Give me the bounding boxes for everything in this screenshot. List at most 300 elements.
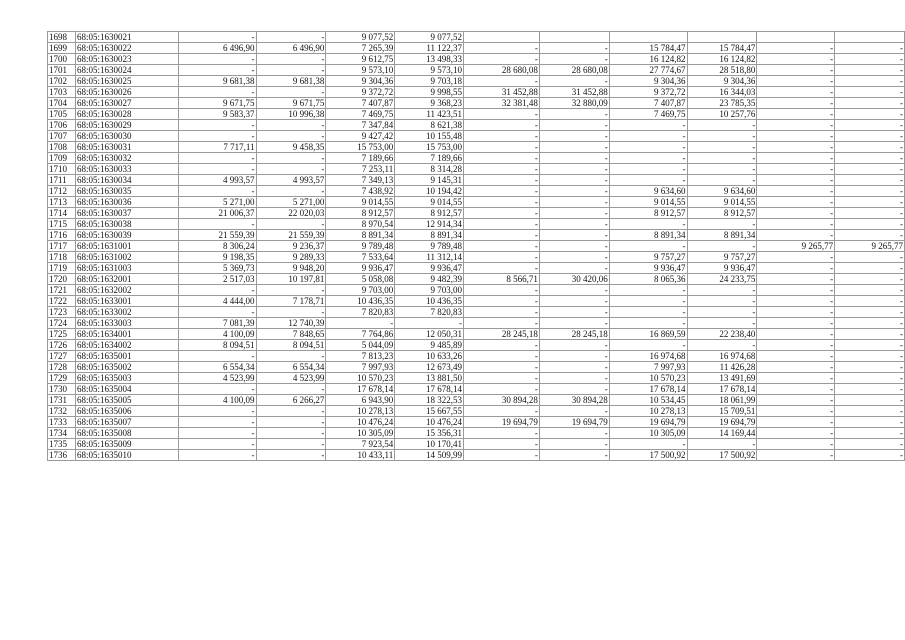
cell-col-9: 9 304,36 — [609, 76, 687, 87]
table-row — [48, 329, 905, 340]
cell-cadastral-number: 68:05:1635001 — [75, 351, 178, 362]
table-row — [48, 428, 905, 439]
cell-col-12: - — [835, 175, 905, 186]
cell-col-5: 17 678,14 — [326, 384, 395, 395]
cell-row-number: 1729 — [48, 373, 76, 384]
cell-col-5: 10 476,24 — [326, 417, 395, 428]
cell-col-5: 9 936,47 — [326, 263, 395, 274]
cell-col-11: - — [757, 362, 835, 373]
cell-cadastral-number: 68:05:1630026 — [75, 87, 178, 98]
cell-col-12: - — [835, 76, 905, 87]
cell-col-8: 31 452,88 — [539, 87, 609, 98]
table-row — [48, 362, 905, 373]
cell-cadastral-number: 68:05:1630021 — [75, 32, 178, 43]
cell-col-4: 9 671,75 — [256, 98, 326, 109]
cell-row-number: 1716 — [48, 230, 76, 241]
cell-col-9: 10 278,13 — [609, 406, 687, 417]
cell-row-number: 1699 — [48, 43, 76, 54]
cell-col-8: - — [539, 164, 609, 175]
cell-col-4: - — [256, 54, 326, 65]
cell-col-7: - — [464, 54, 540, 65]
cell-col-9: 9 757,27 — [609, 252, 687, 263]
cell-col-4: 5 271,00 — [256, 197, 326, 208]
cell-cadastral-number: 68:05:1630025 — [75, 76, 178, 87]
table-row — [48, 384, 905, 395]
cell-col-11: - — [757, 120, 835, 131]
cell-row-number: 1727 — [48, 351, 76, 362]
cell-col-9: 17 500,92 — [609, 450, 687, 461]
table-row — [48, 241, 905, 252]
cell-col-12: - — [835, 428, 905, 439]
cell-cadastral-number: 68:05:1630022 — [75, 43, 178, 54]
table-row — [48, 109, 905, 120]
cell-col-6: 7 820,83 — [395, 307, 464, 318]
table-row — [48, 373, 905, 384]
cell-col-11: - — [757, 164, 835, 175]
cell-col-10: 9 014,55 — [687, 197, 757, 208]
cell-col-10: - — [687, 241, 757, 252]
table-body — [48, 32, 905, 461]
cell-row-number: 1703 — [48, 87, 76, 98]
cell-col-4: 10 996,38 — [256, 109, 326, 120]
cell-col-4: 9 236,37 — [256, 241, 326, 252]
cell-col-11: - — [757, 153, 835, 164]
cell-col-12: - — [835, 98, 905, 109]
cell-col-3: - — [178, 351, 256, 362]
cell-col-9: - — [609, 175, 687, 186]
cell-col-7: - — [464, 43, 540, 54]
cell-col-10: 9 936,47 — [687, 263, 757, 274]
cell-col-5: 10 436,35 — [326, 296, 395, 307]
cell-row-number: 1714 — [48, 208, 76, 219]
cell-col-10: 9 757,27 — [687, 252, 757, 263]
cell-col-5: 7 253,11 — [326, 164, 395, 175]
cell-col-7 — [464, 32, 540, 43]
cell-col-5: 9 612,75 — [326, 54, 395, 65]
table-row — [48, 65, 905, 76]
cell-row-number: 1709 — [48, 153, 76, 164]
cell-cadastral-number: 68:05:1635003 — [75, 373, 178, 384]
cell-col-7: - — [464, 230, 540, 241]
cell-col-8: - — [539, 296, 609, 307]
table-row — [48, 274, 905, 285]
cell-col-6: 9 077,52 — [395, 32, 464, 43]
cell-col-4: - — [256, 428, 326, 439]
cell-col-6: 8 621,38 — [395, 120, 464, 131]
cell-col-10: 15 709,51 — [687, 406, 757, 417]
cell-cadastral-number: 68:05:1635008 — [75, 428, 178, 439]
cell-row-number: 1736 — [48, 450, 76, 461]
cell-col-12: - — [835, 186, 905, 197]
cell-col-12: - — [835, 329, 905, 340]
cell-col-3: 4 523,99 — [178, 373, 256, 384]
cell-col-8: - — [539, 142, 609, 153]
cell-col-12: - — [835, 109, 905, 120]
cell-col-12: - — [835, 351, 905, 362]
cell-col-11: - — [757, 54, 835, 65]
cell-col-7: - — [464, 318, 540, 329]
cell-cadastral-number: 68:05:1634002 — [75, 340, 178, 351]
cell-col-10: 18 061,99 — [687, 395, 757, 406]
table-row — [48, 142, 905, 153]
table-row — [48, 439, 905, 450]
cell-col-5: 7 349,13 — [326, 175, 395, 186]
cell-col-6: 14 509,99 — [395, 450, 464, 461]
cell-cadastral-number: 68:05:1635004 — [75, 384, 178, 395]
cell-col-9: 9 014,55 — [609, 197, 687, 208]
cell-col-3: 4 444,00 — [178, 296, 256, 307]
cell-col-4: 4 523,99 — [256, 373, 326, 384]
cell-col-9: 19 694,79 — [609, 417, 687, 428]
cell-col-5: 10 433,11 — [326, 450, 395, 461]
cell-col-12: - — [835, 340, 905, 351]
cell-row-number: 1704 — [48, 98, 76, 109]
cell-col-10: - — [687, 318, 757, 329]
cell-row-number: 1734 — [48, 428, 76, 439]
table-row — [48, 351, 905, 362]
cell-cadastral-number: 68:05:1635002 — [75, 362, 178, 373]
cell-row-number: 1733 — [48, 417, 76, 428]
table-row — [48, 186, 905, 197]
cell-col-8: - — [539, 197, 609, 208]
cell-col-5: 7 407,87 — [326, 98, 395, 109]
cell-col-10: - — [687, 175, 757, 186]
cell-cadastral-number: 68:05:1632002 — [75, 285, 178, 296]
cell-col-4: - — [256, 450, 326, 461]
table-row — [48, 131, 905, 142]
cell-row-number: 1712 — [48, 186, 76, 197]
cell-col-10 — [687, 32, 757, 43]
cell-col-8: - — [539, 406, 609, 417]
cell-col-4: 9 948,20 — [256, 263, 326, 274]
cell-col-9: 8 065,36 — [609, 274, 687, 285]
cell-col-8: - — [539, 340, 609, 351]
cell-col-10: - — [687, 219, 757, 230]
cell-col-5: 7 813,23 — [326, 351, 395, 362]
cell-col-6: 9 789,48 — [395, 241, 464, 252]
cell-col-5: 9 703,00 — [326, 285, 395, 296]
cell-cadastral-number: 68:05:1630034 — [75, 175, 178, 186]
cell-cadastral-number: 68:05:1630038 — [75, 219, 178, 230]
cell-col-5: 5 058,08 — [326, 274, 395, 285]
cell-col-9: - — [609, 340, 687, 351]
cell-col-7: - — [464, 186, 540, 197]
cell-col-11: - — [757, 186, 835, 197]
cell-col-4: 7 178,71 — [256, 296, 326, 307]
cell-col-8: - — [539, 186, 609, 197]
cell-col-10: - — [687, 296, 757, 307]
cell-col-8: 30 420,06 — [539, 274, 609, 285]
cell-col-12: - — [835, 131, 905, 142]
cell-col-11: - — [757, 274, 835, 285]
cell-col-4: - — [256, 439, 326, 450]
cell-col-3: - — [178, 384, 256, 395]
cell-col-10: - — [687, 131, 757, 142]
cell-col-4: - — [256, 351, 326, 362]
cell-cadastral-number: 68:05:1631001 — [75, 241, 178, 252]
cell-col-8: - — [539, 351, 609, 362]
cell-row-number: 1723 — [48, 307, 76, 318]
cell-col-4: 12 740,39 — [256, 318, 326, 329]
cell-col-12: - — [835, 43, 905, 54]
cell-row-number: 1735 — [48, 439, 76, 450]
cell-col-3: 8 306,24 — [178, 241, 256, 252]
cell-col-7: - — [464, 428, 540, 439]
cell-col-7: - — [464, 175, 540, 186]
cell-col-6: 10 476,24 — [395, 417, 464, 428]
cell-col-7: - — [464, 219, 540, 230]
cell-col-4: - — [256, 32, 326, 43]
cell-col-11: - — [757, 329, 835, 340]
cell-col-8: - — [539, 241, 609, 252]
cell-col-12: - — [835, 208, 905, 219]
cell-col-9: - — [609, 153, 687, 164]
table-row — [48, 296, 905, 307]
cell-col-4: 7 848,65 — [256, 329, 326, 340]
cell-col-9: 10 534,45 — [609, 395, 687, 406]
cell-col-5: 10 305,09 — [326, 428, 395, 439]
cell-col-11: - — [757, 230, 835, 241]
cell-col-11: - — [757, 65, 835, 76]
cell-col-4: - — [256, 153, 326, 164]
cell-col-7: - — [464, 362, 540, 373]
cell-col-5: 7 820,83 — [326, 307, 395, 318]
cell-col-12: - — [835, 263, 905, 274]
cell-col-3: - — [178, 186, 256, 197]
cell-col-8: - — [539, 373, 609, 384]
cell-col-3: - — [178, 450, 256, 461]
cell-col-9: 7 997,93 — [609, 362, 687, 373]
cell-col-5: 7 764,86 — [326, 329, 395, 340]
table-row — [48, 307, 905, 318]
cell-row-number: 1708 — [48, 142, 76, 153]
cell-col-11: - — [757, 87, 835, 98]
table-row — [48, 230, 905, 241]
cell-col-7: - — [464, 208, 540, 219]
cell-col-6: 9 573,10 — [395, 65, 464, 76]
cell-col-6: 9 014,55 — [395, 197, 464, 208]
cell-col-3: 9 583,37 — [178, 109, 256, 120]
cell-col-8: - — [539, 428, 609, 439]
cell-row-number: 1732 — [48, 406, 76, 417]
cell-col-5: 10 570,23 — [326, 373, 395, 384]
cell-cadastral-number: 68:05:1634001 — [75, 329, 178, 340]
cell-col-8: 28 680,08 — [539, 65, 609, 76]
cell-col-12: - — [835, 197, 905, 208]
cell-col-9: - — [609, 131, 687, 142]
cell-col-12: - — [835, 219, 905, 230]
cell-row-number: 1710 — [48, 164, 76, 175]
cell-cadastral-number: 68:05:1630029 — [75, 120, 178, 131]
table-row — [48, 76, 905, 87]
cell-col-4: - — [256, 131, 326, 142]
cell-cadastral-number: 68:05:1630028 — [75, 109, 178, 120]
cell-col-8: - — [539, 208, 609, 219]
cell-col-6: 11 312,14 — [395, 252, 464, 263]
cell-col-7: 30 894,28 — [464, 395, 540, 406]
cell-col-6: 9 485,89 — [395, 340, 464, 351]
cell-col-8: - — [539, 230, 609, 241]
cell-col-9: 16 974,68 — [609, 351, 687, 362]
cell-col-4: 6 554,34 — [256, 362, 326, 373]
cell-col-11: - — [757, 439, 835, 450]
cell-col-3: - — [178, 120, 256, 131]
cell-col-3: - — [178, 285, 256, 296]
table-row — [48, 318, 905, 329]
cell-cadastral-number: 68:05:1635007 — [75, 417, 178, 428]
table-row — [48, 252, 905, 263]
cell-cadastral-number: 68:05:1630031 — [75, 142, 178, 153]
table-row — [48, 450, 905, 461]
cell-col-11: - — [757, 395, 835, 406]
cell-col-10: 13 491,69 — [687, 373, 757, 384]
cell-row-number: 1700 — [48, 54, 76, 65]
cell-col-3: - — [178, 87, 256, 98]
cell-col-9: 27 774,67 — [609, 65, 687, 76]
cell-col-11: - — [757, 109, 835, 120]
table-row — [48, 197, 905, 208]
cell-col-10: - — [687, 164, 757, 175]
cell-col-7: 19 694,79 — [464, 417, 540, 428]
cell-col-9: 8 891,34 — [609, 230, 687, 241]
cell-col-9: - — [609, 241, 687, 252]
cell-col-3: 8 094,51 — [178, 340, 256, 351]
cell-col-12: - — [835, 65, 905, 76]
cell-cadastral-number: 68:05:1635009 — [75, 439, 178, 450]
cell-col-5: 9 304,36 — [326, 76, 395, 87]
cell-col-7: - — [464, 285, 540, 296]
cell-col-4: - — [256, 186, 326, 197]
cell-row-number: 1701 — [48, 65, 76, 76]
cell-col-11: - — [757, 296, 835, 307]
cell-col-7: - — [464, 120, 540, 131]
cell-col-8: - — [539, 120, 609, 131]
cell-col-4: 6 266,27 — [256, 395, 326, 406]
cell-col-7: - — [464, 340, 540, 351]
table-row — [48, 285, 905, 296]
cell-col-6: 10 155,48 — [395, 131, 464, 142]
cell-col-12: - — [835, 296, 905, 307]
cell-col-10: 14 169,44 — [687, 428, 757, 439]
cell-col-12: - — [835, 153, 905, 164]
cell-row-number: 1731 — [48, 395, 76, 406]
cell-col-7: - — [464, 142, 540, 153]
cell-cadastral-number: 68:05:1635010 — [75, 450, 178, 461]
cell-col-8: - — [539, 54, 609, 65]
cell-col-5: 9 427,42 — [326, 131, 395, 142]
cell-col-9 — [609, 32, 687, 43]
cell-col-3: - — [178, 219, 256, 230]
cell-cadastral-number: 68:05:1630037 — [75, 208, 178, 219]
cell-col-10: 16 974,68 — [687, 351, 757, 362]
cell-col-4: 4 993,57 — [256, 175, 326, 186]
table-row — [48, 208, 905, 219]
cell-col-3: 4 100,09 — [178, 329, 256, 340]
cell-col-8: - — [539, 175, 609, 186]
cell-col-10: 22 238,40 — [687, 329, 757, 340]
cell-col-5: 5 044,09 — [326, 340, 395, 351]
cell-col-6: 9 936,47 — [395, 263, 464, 274]
cell-col-12: - — [835, 87, 905, 98]
cell-col-3: 9 671,75 — [178, 98, 256, 109]
cell-col-3: 5 369,73 — [178, 263, 256, 274]
cell-col-5: 7 533,64 — [326, 252, 395, 263]
cell-row-number: 1715 — [48, 219, 76, 230]
cell-col-5: 9 014,55 — [326, 197, 395, 208]
cell-col-12: - — [835, 252, 905, 263]
cell-col-12: - — [835, 450, 905, 461]
cell-col-4: - — [256, 120, 326, 131]
table-row — [48, 120, 905, 131]
cell-col-9: - — [609, 318, 687, 329]
cell-col-10: 9 304,36 — [687, 76, 757, 87]
cell-col-10: - — [687, 439, 757, 450]
cell-col-10: 24 233,75 — [687, 274, 757, 285]
cell-col-9: 10 570,23 — [609, 373, 687, 384]
cell-col-6: 12 914,34 — [395, 219, 464, 230]
cell-col-9: - — [609, 307, 687, 318]
cell-col-9: - — [609, 296, 687, 307]
table-row — [48, 43, 905, 54]
cell-col-6: 9 703,18 — [395, 76, 464, 87]
cell-col-4: 22 020,03 — [256, 208, 326, 219]
cell-col-7: - — [464, 296, 540, 307]
cell-col-3: 9 681,38 — [178, 76, 256, 87]
cell-col-7: - — [464, 109, 540, 120]
cell-col-3: 6 496,90 — [178, 43, 256, 54]
cell-cadastral-number: 68:05:1632001 — [75, 274, 178, 285]
cell-col-7: - — [464, 406, 540, 417]
cell-col-5: 7 923,54 — [326, 439, 395, 450]
cell-col-11 — [757, 32, 835, 43]
cell-col-8: - — [539, 153, 609, 164]
cell-col-11: 9 265,77 — [757, 241, 835, 252]
cell-col-11: - — [757, 175, 835, 186]
cell-col-4: 9 458,35 — [256, 142, 326, 153]
cell-col-7: - — [464, 241, 540, 252]
cell-col-12: - — [835, 384, 905, 395]
cell-col-6: - — [395, 318, 464, 329]
cell-col-8: - — [539, 307, 609, 318]
cell-col-3: - — [178, 153, 256, 164]
cell-col-5: 7 997,93 — [326, 362, 395, 373]
cell-col-4: 9 681,38 — [256, 76, 326, 87]
cell-col-12: - — [835, 417, 905, 428]
cell-col-12: - — [835, 230, 905, 241]
cell-col-7: - — [464, 153, 540, 164]
cell-row-number: 1705 — [48, 109, 76, 120]
cell-cadastral-number: 68:05:1631002 — [75, 252, 178, 263]
cell-col-3: - — [178, 32, 256, 43]
cell-cadastral-number: 68:05:1630030 — [75, 131, 178, 142]
data-table — [47, 31, 905, 461]
cell-col-7: - — [464, 439, 540, 450]
cell-row-number: 1702 — [48, 76, 76, 87]
cell-col-4: - — [256, 285, 326, 296]
cell-col-5: 7 265,39 — [326, 43, 395, 54]
cell-col-5: 9 573,10 — [326, 65, 395, 76]
cell-col-4: - — [256, 417, 326, 428]
cell-col-11: - — [757, 318, 835, 329]
cell-col-7: 28 245,18 — [464, 329, 540, 340]
cell-col-8: - — [539, 109, 609, 120]
cell-col-8: - — [539, 285, 609, 296]
cell-col-6: 15 667,55 — [395, 406, 464, 417]
cell-col-10: 8 912,57 — [687, 208, 757, 219]
cell-col-12: - — [835, 164, 905, 175]
cell-row-number: 1707 — [48, 131, 76, 142]
cell-col-10: 9 634,60 — [687, 186, 757, 197]
